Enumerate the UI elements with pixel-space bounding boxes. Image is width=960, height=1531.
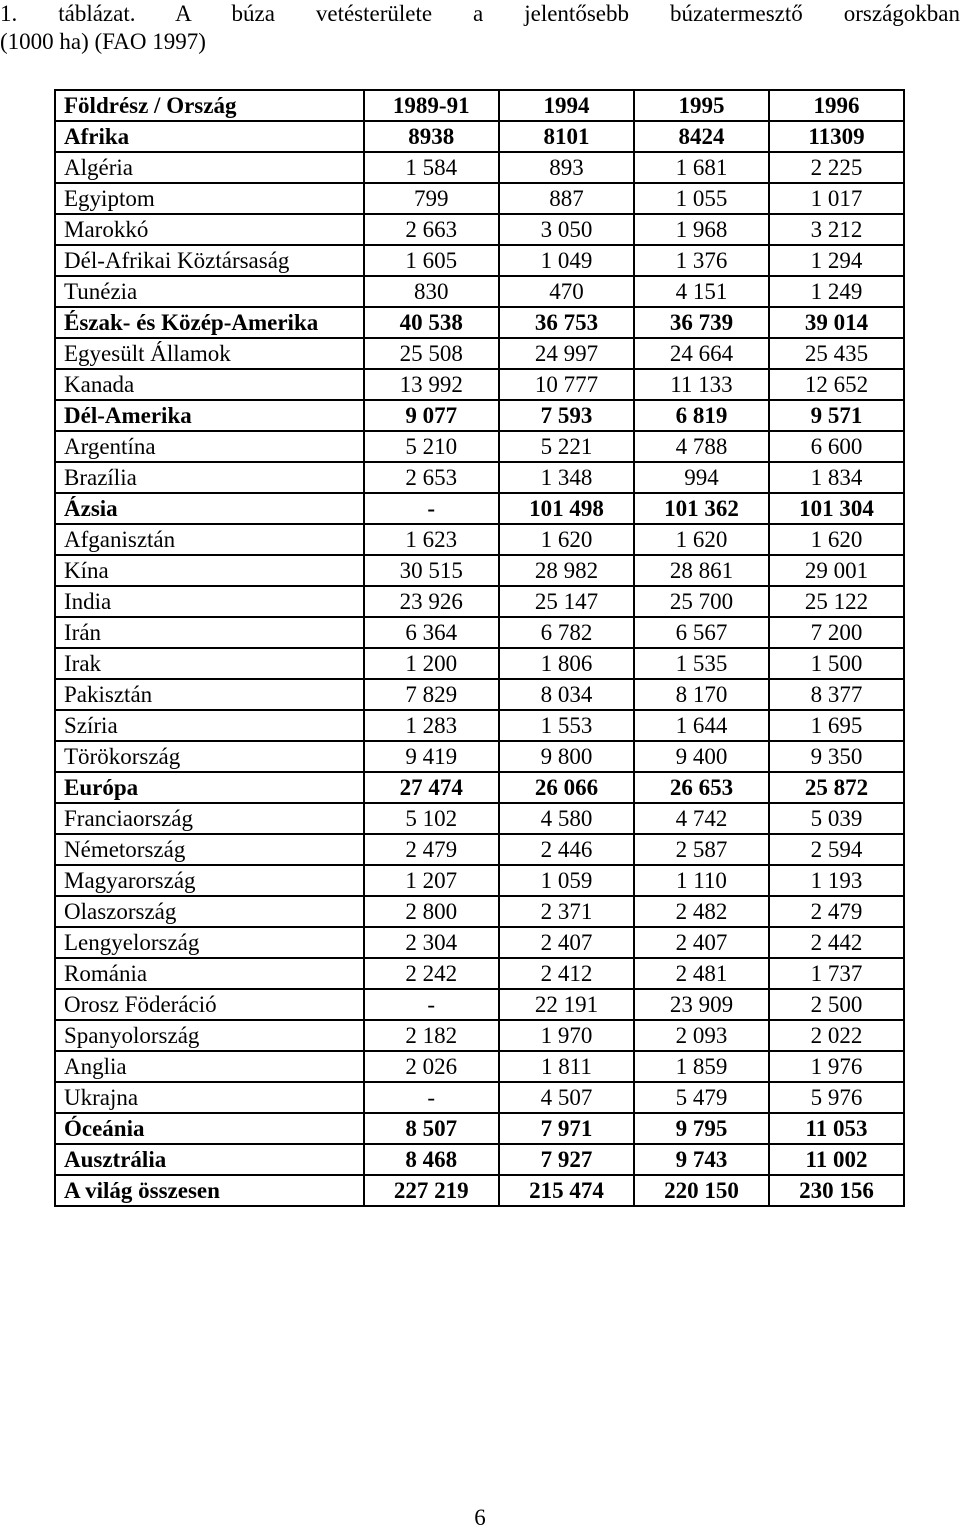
table-cell: 6 567 bbox=[634, 617, 769, 648]
table-cell: 2 800 bbox=[364, 896, 499, 927]
table-cell: 2 371 bbox=[499, 896, 634, 927]
table-cell: 230 156 bbox=[769, 1175, 904, 1206]
table-cell: 2 442 bbox=[769, 927, 904, 958]
table-cell: 4 742 bbox=[634, 803, 769, 834]
wheat-area-table bbox=[54, 89, 905, 1207]
caption-line-1: 1. táblázat. A búza vetésterülete a jelentősebb búzatermesztő országokban bbox=[0, 1, 960, 26]
table-cell: 5 976 bbox=[769, 1082, 904, 1113]
table-cell: 215 474 bbox=[499, 1175, 634, 1206]
row-label: Pakisztán bbox=[55, 679, 364, 710]
table-row bbox=[55, 865, 904, 896]
table-row bbox=[55, 1051, 904, 1082]
table-cell: 27 474 bbox=[364, 772, 499, 803]
table-cell: 1 811 bbox=[499, 1051, 634, 1082]
table-cell: 8 034 bbox=[499, 679, 634, 710]
table-cell: 220 150 bbox=[634, 1175, 769, 1206]
caption-line-2: (1000 ha) (FAO 1997) bbox=[0, 29, 206, 54]
table-cell: 1 620 bbox=[499, 524, 634, 555]
table-row bbox=[55, 1082, 904, 1113]
table-cell: 25 122 bbox=[769, 586, 904, 617]
table-cell: 2 479 bbox=[364, 834, 499, 865]
table-cell: 5 221 bbox=[499, 431, 634, 462]
table-cell: 6 782 bbox=[499, 617, 634, 648]
table-row bbox=[55, 648, 904, 679]
table-row bbox=[55, 586, 904, 617]
table-row bbox=[55, 741, 904, 772]
table-cell: 1 049 bbox=[499, 245, 634, 276]
row-label: Tunézia bbox=[55, 276, 364, 307]
column-header: 1994 bbox=[499, 90, 634, 121]
table-cell: 26 066 bbox=[499, 772, 634, 803]
table-cell: 11 133 bbox=[634, 369, 769, 400]
table-cell: 5 102 bbox=[364, 803, 499, 834]
row-label: Egyesült Államok bbox=[55, 338, 364, 369]
table-cell: 887 bbox=[499, 183, 634, 214]
table-cell: 2 026 bbox=[364, 1051, 499, 1082]
table-cell: 2 482 bbox=[634, 896, 769, 927]
table-cell: 8 377 bbox=[769, 679, 904, 710]
table-cell: 4 580 bbox=[499, 803, 634, 834]
table-cell: 40 538 bbox=[364, 307, 499, 338]
row-label: Afganisztán bbox=[55, 524, 364, 555]
row-label: India bbox=[55, 586, 364, 617]
table-cell: 1 806 bbox=[499, 648, 634, 679]
table-cell: - bbox=[364, 493, 499, 524]
table-cell: 2 407 bbox=[499, 927, 634, 958]
row-label: Óceánia bbox=[55, 1113, 364, 1144]
table-cell: 25 872 bbox=[769, 772, 904, 803]
table-caption bbox=[0, 0, 960, 56]
table-cell: 893 bbox=[499, 152, 634, 183]
row-label: A világ összesen bbox=[55, 1175, 364, 1206]
table-cell: 23 909 bbox=[634, 989, 769, 1020]
row-label: Anglia bbox=[55, 1051, 364, 1082]
row-label: Brazília bbox=[55, 462, 364, 493]
table-cell: 2 412 bbox=[499, 958, 634, 989]
row-label: Kína bbox=[55, 555, 364, 586]
table-cell: 227 219 bbox=[364, 1175, 499, 1206]
table-cell: 1 968 bbox=[634, 214, 769, 245]
table-row bbox=[55, 617, 904, 648]
table-cell: 2 500 bbox=[769, 989, 904, 1020]
table-cell: 12 652 bbox=[769, 369, 904, 400]
table-cell: 2 093 bbox=[634, 1020, 769, 1051]
table-row bbox=[55, 555, 904, 586]
table-row bbox=[55, 1175, 904, 1206]
row-label: Egyiptom bbox=[55, 183, 364, 214]
table-cell: 4 788 bbox=[634, 431, 769, 462]
table-row bbox=[55, 307, 904, 338]
row-label: Ausztrália bbox=[55, 1144, 364, 1175]
table-cell: 1 605 bbox=[364, 245, 499, 276]
table-cell: 470 bbox=[499, 276, 634, 307]
table-row bbox=[55, 710, 904, 741]
table-cell: 1 970 bbox=[499, 1020, 634, 1051]
table-cell: 1 584 bbox=[364, 152, 499, 183]
table-cell: 9 077 bbox=[364, 400, 499, 431]
row-label: Kanada bbox=[55, 369, 364, 400]
table-cell: - bbox=[364, 1082, 499, 1113]
row-label: Szíria bbox=[55, 710, 364, 741]
table-cell: 5 210 bbox=[364, 431, 499, 462]
table-cell: 1 193 bbox=[769, 865, 904, 896]
table-cell: 7 829 bbox=[364, 679, 499, 710]
table-cell: 7 200 bbox=[769, 617, 904, 648]
table-row bbox=[55, 245, 904, 276]
table-cell: 28 982 bbox=[499, 555, 634, 586]
table-cell: 9 571 bbox=[769, 400, 904, 431]
table-cell: 3 212 bbox=[769, 214, 904, 245]
row-label: Ázsia bbox=[55, 493, 364, 524]
table-cell: 2 304 bbox=[364, 927, 499, 958]
table-cell: 799 bbox=[364, 183, 499, 214]
table-cell: 5 479 bbox=[634, 1082, 769, 1113]
table-cell: 10 777 bbox=[499, 369, 634, 400]
table-body bbox=[55, 121, 904, 1206]
table-row bbox=[55, 493, 904, 524]
table-cell: 2 446 bbox=[499, 834, 634, 865]
table-row bbox=[55, 152, 904, 183]
table-row bbox=[55, 1144, 904, 1175]
column-header: 1995 bbox=[634, 90, 769, 121]
table-cell: 1 200 bbox=[364, 648, 499, 679]
table-cell: 1 681 bbox=[634, 152, 769, 183]
table-cell: 1 553 bbox=[499, 710, 634, 741]
table-cell: 22 191 bbox=[499, 989, 634, 1020]
table-cell: 23 926 bbox=[364, 586, 499, 617]
table-row bbox=[55, 369, 904, 400]
table-cell: 1 535 bbox=[634, 648, 769, 679]
table-row bbox=[55, 896, 904, 927]
table-row bbox=[55, 214, 904, 245]
table-cell: - bbox=[364, 989, 499, 1020]
table-row bbox=[55, 183, 904, 214]
row-label: Spanyolország bbox=[55, 1020, 364, 1051]
table-row bbox=[55, 276, 904, 307]
table-row bbox=[55, 524, 904, 555]
table-cell: 2 225 bbox=[769, 152, 904, 183]
table-cell: 25 435 bbox=[769, 338, 904, 369]
row-label: Dél-Amerika bbox=[55, 400, 364, 431]
table-cell: 6 600 bbox=[769, 431, 904, 462]
table-cell: 9 743 bbox=[634, 1144, 769, 1175]
table-cell: 1 500 bbox=[769, 648, 904, 679]
table-cell: 28 861 bbox=[634, 555, 769, 586]
table-cell: 1 055 bbox=[634, 183, 769, 214]
table-cell: 1 859 bbox=[634, 1051, 769, 1082]
table-cell: 29 001 bbox=[769, 555, 904, 586]
table-cell: 2 022 bbox=[769, 1020, 904, 1051]
table-cell: 7 971 bbox=[499, 1113, 634, 1144]
table-cell: 9 350 bbox=[769, 741, 904, 772]
table-cell: 1 644 bbox=[634, 710, 769, 741]
table-cell: 25 147 bbox=[499, 586, 634, 617]
table-cell: 2 587 bbox=[634, 834, 769, 865]
row-label: Németország bbox=[55, 834, 364, 865]
table-cell: 39 014 bbox=[769, 307, 904, 338]
table-cell: 9 419 bbox=[364, 741, 499, 772]
table-cell: 2 182 bbox=[364, 1020, 499, 1051]
table-row bbox=[55, 958, 904, 989]
table-cell: 11 002 bbox=[769, 1144, 904, 1175]
table-cell: 8 468 bbox=[364, 1144, 499, 1175]
table-row bbox=[55, 803, 904, 834]
table-row bbox=[55, 400, 904, 431]
row-label: Európa bbox=[55, 772, 364, 803]
table-cell: 1 059 bbox=[499, 865, 634, 896]
table-cell: 2 663 bbox=[364, 214, 499, 245]
table-cell: 6 364 bbox=[364, 617, 499, 648]
table-cell: 2 594 bbox=[769, 834, 904, 865]
column-header: 1996 bbox=[769, 90, 904, 121]
row-label: Orosz Föderáció bbox=[55, 989, 364, 1020]
row-label: Magyarország bbox=[55, 865, 364, 896]
table-cell: 9 400 bbox=[634, 741, 769, 772]
row-label: Afrika bbox=[55, 121, 364, 152]
table-cell: 8101 bbox=[499, 121, 634, 152]
table-cell: 1 017 bbox=[769, 183, 904, 214]
table-cell: 1 348 bbox=[499, 462, 634, 493]
table-row bbox=[55, 679, 904, 710]
table-cell: 1 376 bbox=[634, 245, 769, 276]
table-cell: 11309 bbox=[769, 121, 904, 152]
table-row bbox=[55, 462, 904, 493]
table-row bbox=[55, 989, 904, 1020]
column-header: Földrész / Ország bbox=[55, 90, 364, 121]
table-cell: 7 593 bbox=[499, 400, 634, 431]
page-number: 6 bbox=[474, 1505, 486, 1530]
row-label: Marokkó bbox=[55, 214, 364, 245]
table-row bbox=[55, 834, 904, 865]
table-cell: 2 479 bbox=[769, 896, 904, 927]
table-cell: 1 110 bbox=[634, 865, 769, 896]
table-cell: 7 927 bbox=[499, 1144, 634, 1175]
table-cell: 1 249 bbox=[769, 276, 904, 307]
table-cell: 8 507 bbox=[364, 1113, 499, 1144]
table-cell: 6 819 bbox=[634, 400, 769, 431]
table-cell: 36 753 bbox=[499, 307, 634, 338]
table-cell: 2 407 bbox=[634, 927, 769, 958]
table-header-row bbox=[55, 90, 904, 121]
table-row bbox=[55, 121, 904, 152]
row-label: Törökország bbox=[55, 741, 364, 772]
column-header: 1989-91 bbox=[364, 90, 499, 121]
row-label: Algéria bbox=[55, 152, 364, 183]
table-cell: 36 739 bbox=[634, 307, 769, 338]
table-cell: 5 039 bbox=[769, 803, 904, 834]
row-label: Irán bbox=[55, 617, 364, 648]
table-cell: 4 151 bbox=[634, 276, 769, 307]
table-cell: 8938 bbox=[364, 121, 499, 152]
row-label: Franciaország bbox=[55, 803, 364, 834]
table-cell: 30 515 bbox=[364, 555, 499, 586]
table-cell: 8424 bbox=[634, 121, 769, 152]
table-cell: 1 620 bbox=[769, 524, 904, 555]
table-cell: 2 653 bbox=[364, 462, 499, 493]
table-row bbox=[55, 338, 904, 369]
row-label: Románia bbox=[55, 958, 364, 989]
table-cell: 101 362 bbox=[634, 493, 769, 524]
table-cell: 26 653 bbox=[634, 772, 769, 803]
table-cell: 11 053 bbox=[769, 1113, 904, 1144]
table-row bbox=[55, 431, 904, 462]
table-cell: 25 508 bbox=[364, 338, 499, 369]
row-label: Irak bbox=[55, 648, 364, 679]
table-cell: 9 795 bbox=[634, 1113, 769, 1144]
row-label: Argentína bbox=[55, 431, 364, 462]
row-label: Dél-Afrikai Köztársaság bbox=[55, 245, 364, 276]
table-cell: 1 294 bbox=[769, 245, 904, 276]
table-cell: 1 976 bbox=[769, 1051, 904, 1082]
table-cell: 1 623 bbox=[364, 524, 499, 555]
table-cell: 994 bbox=[634, 462, 769, 493]
row-label: Olaszország bbox=[55, 896, 364, 927]
table-row bbox=[55, 1113, 904, 1144]
table-cell: 1 834 bbox=[769, 462, 904, 493]
table-cell: 9 800 bbox=[499, 741, 634, 772]
table-row bbox=[55, 927, 904, 958]
table-cell: 830 bbox=[364, 276, 499, 307]
row-label: Lengyelország bbox=[55, 927, 364, 958]
table-cell: 1 207 bbox=[364, 865, 499, 896]
row-label: Ukrajna bbox=[55, 1082, 364, 1113]
table-cell: 1 737 bbox=[769, 958, 904, 989]
row-label: Észak- és Közép-Amerika bbox=[55, 307, 364, 338]
table-row bbox=[55, 772, 904, 803]
table-cell: 1 695 bbox=[769, 710, 904, 741]
table-cell: 101 304 bbox=[769, 493, 904, 524]
table-cell: 13 992 bbox=[364, 369, 499, 400]
table-cell: 24 664 bbox=[634, 338, 769, 369]
table-cell: 3 050 bbox=[499, 214, 634, 245]
table-row bbox=[55, 1020, 904, 1051]
table-cell: 8 170 bbox=[634, 679, 769, 710]
table-cell: 4 507 bbox=[499, 1082, 634, 1113]
table-cell: 2 481 bbox=[634, 958, 769, 989]
table-cell: 1 620 bbox=[634, 524, 769, 555]
table-cell: 101 498 bbox=[499, 493, 634, 524]
table-cell: 25 700 bbox=[634, 586, 769, 617]
table-cell: 2 242 bbox=[364, 958, 499, 989]
table-cell: 24 997 bbox=[499, 338, 634, 369]
table-cell: 1 283 bbox=[364, 710, 499, 741]
